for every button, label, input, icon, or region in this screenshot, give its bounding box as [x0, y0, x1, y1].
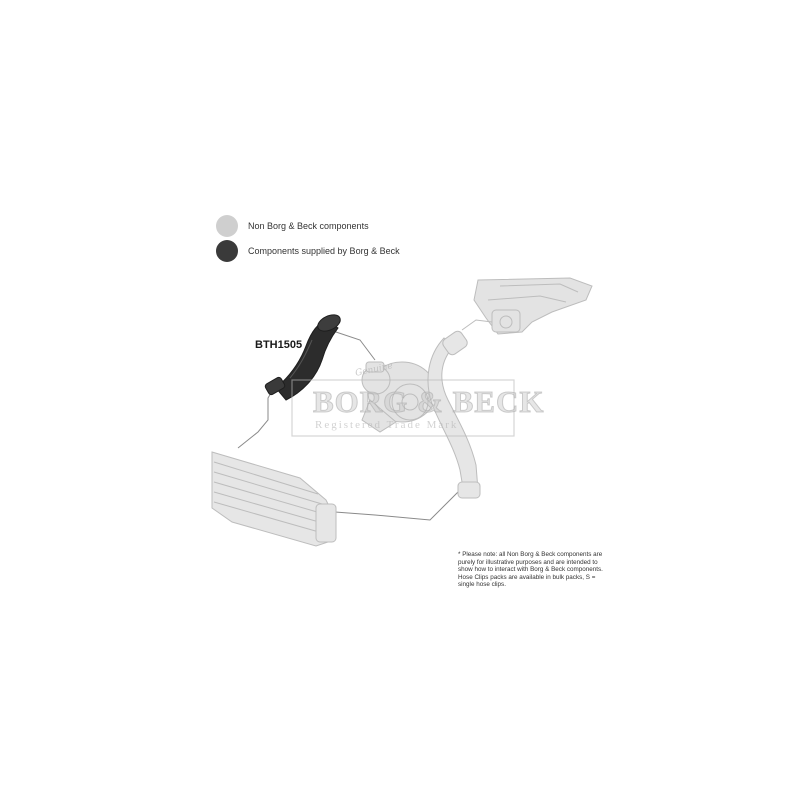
- watermark-script: Genuine: [354, 361, 394, 379]
- watermark-logo-text: BORG & BECK: [313, 384, 545, 419]
- connection-line-intercooler-to-pipe: [335, 488, 462, 520]
- intake-manifold: [474, 278, 592, 334]
- part-number-label: BTH1505: [255, 339, 303, 351]
- connection-line-hose-to-intercooler: [238, 388, 274, 448]
- legend-label: Components supplied by Borg & Beck: [248, 246, 400, 256]
- intercooler: [212, 452, 336, 546]
- legend-label: Non Borg & Beck components: [248, 221, 369, 231]
- disclaimer-note: * Please note: all Non Borg & Beck components are purely for illustrative purposes and are intended to show how to interact with Borg & Beck components. Hose Clips packs are available in bulk packs, S = single hose clips.: [458, 551, 603, 589]
- watermark-subtitle: Registered Trade Mark: [315, 419, 459, 431]
- connection-line-hose-to-turbo: [330, 330, 375, 360]
